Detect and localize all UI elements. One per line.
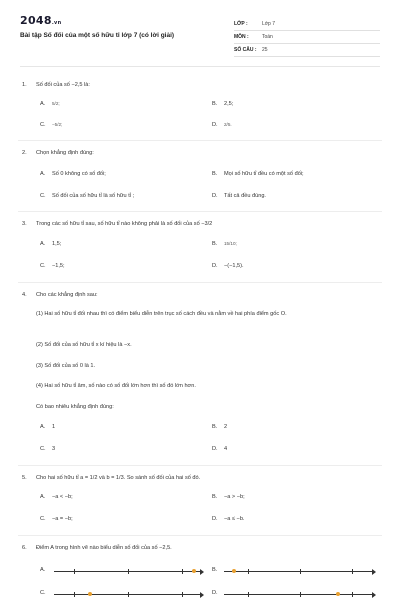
option-3a[interactable]: A. 1,5; [40, 241, 62, 247]
question-separator [18, 282, 382, 283]
number-line-tick [352, 569, 353, 574]
option-1c[interactable]: C. −5/2; [40, 122, 63, 128]
number-line-tick [128, 569, 129, 574]
option-2d[interactable]: D. Tất cả đều đúng. [212, 193, 266, 199]
question-separator [18, 465, 382, 466]
option-2b[interactable]: B. Mọi số hữu tỉ đều có một số đối; [212, 171, 304, 177]
option-4c[interactable]: C. 3 [40, 446, 56, 452]
number-line-tick [74, 592, 75, 597]
option-6c[interactable]: C. [40, 590, 46, 596]
arrow-right-icon [200, 592, 204, 598]
question-number: 1. [22, 82, 27, 88]
number-line-c [54, 590, 202, 598]
question-text: Cho các khẳng định sau: [36, 292, 98, 298]
option-3b[interactable]: B. 15/10; [212, 241, 237, 247]
meta-value: Lớp 7 [262, 21, 276, 27]
option-6d[interactable]: D. [212, 590, 218, 596]
question-text: Điểm A trong hình vẽ nào biểu diễn số đối của số −2,5. [36, 545, 172, 551]
site-logo[interactable]: 2048.vn [20, 14, 62, 27]
arrow-right-icon [372, 569, 376, 575]
point-a-marker [232, 569, 236, 573]
meta-row-count [234, 44, 380, 57]
option-5d[interactable]: D. −a ≤ −b. [212, 516, 245, 522]
arrow-right-icon [200, 569, 204, 575]
statement-4: (4) Hai số hữu tỉ âm, số nào có số đối lớn hơn thì số đó lớn hơn. [36, 383, 196, 389]
point-a-marker [88, 592, 92, 596]
point-a-marker [336, 592, 340, 596]
arrow-right-icon [372, 592, 376, 598]
option-5c[interactable]: C. −a = −b; [40, 516, 73, 522]
number-line-tick [352, 592, 353, 597]
question-separator [18, 535, 382, 536]
number-line-tick [74, 569, 75, 574]
question-text: Chọn khẳng định đúng: [36, 150, 94, 156]
header-divider [20, 66, 380, 67]
meta-row-class [234, 18, 380, 31]
meta-key: LỚP : [234, 21, 248, 27]
question-number: 2. [22, 150, 27, 156]
number-line-tick [128, 592, 129, 597]
number-line-a [54, 567, 202, 575]
option-4b[interactable]: B. 2 [212, 424, 228, 430]
number-line-tick [182, 592, 183, 597]
number-line-tick [300, 592, 301, 597]
option-3c[interactable]: C. −1,5; [40, 263, 65, 269]
option-1a[interactable]: A. 5/2; [40, 101, 60, 107]
option-2a[interactable]: A. Số 0 không có số đối; [40, 171, 106, 177]
statement-2: (2) Số đối của số hữu tỉ x kí hiệu là −x. [36, 342, 132, 348]
statement-3: (3) Số đối của số 0 là 1. [36, 363, 96, 369]
document-title: Bài tập Số đối của một số hữu tỉ lớp 7 (có lời giải) [20, 32, 175, 39]
option-1b[interactable]: B. 2,5; [212, 101, 234, 107]
meta-key: SỐ CÂU : [234, 47, 257, 53]
number-line-d [224, 590, 374, 598]
number-line-tick [248, 592, 249, 597]
meta-key: MÔN : [234, 34, 249, 40]
question-separator [18, 211, 382, 212]
meta-row-subject [234, 31, 380, 44]
option-6a[interactable]: A. [40, 567, 46, 573]
question-number: 5. [22, 475, 27, 481]
question-number: 4. [22, 292, 27, 298]
option-1d[interactable]: D. 2/5. [212, 122, 232, 128]
option-4a[interactable]: A. 1 [40, 424, 56, 430]
question-text: Cho hai số hữu tỉ a = 1/2 và b = 1/3. So sánh số đối của hai số đó. [36, 475, 201, 481]
question-number: 3. [22, 221, 27, 227]
number-line-tick [248, 569, 249, 574]
option-6b[interactable]: B. [212, 567, 218, 573]
option-4d[interactable]: D. 4 [212, 446, 228, 452]
option-5a[interactable]: A. −a < −b; [40, 494, 73, 500]
number-line-tick [300, 569, 301, 574]
statement-question: Có bao nhiêu khẳng định đúng: [36, 404, 114, 410]
question-separator [18, 140, 382, 141]
meta-value: 25 [262, 47, 268, 53]
point-a-marker [192, 569, 196, 573]
question-text: Trong các số hữu tỉ sau, số hữu tỉ nào không phải là số đối của số −3/2 [36, 221, 213, 227]
statement-1: (1) Hai số hữu tỉ đối nhau thì có điểm biểu diễn trên trục số cách đều và nằm về hai phía điểm gốc O. [36, 311, 287, 317]
question-number: 6. [22, 545, 27, 551]
question-text: Số đối của số −2,5 là: [36, 82, 90, 88]
meta-value: Toán [262, 34, 273, 40]
option-3d[interactable]: D. −(−1,5). [212, 263, 244, 269]
number-line-tick [182, 569, 183, 574]
number-line-b [224, 567, 374, 575]
option-2c[interactable]: C. Số đối của số hữu tỉ là số hữu tỉ ; [40, 193, 135, 199]
meta-table [234, 18, 380, 57]
option-5b[interactable]: B. −a > −b; [212, 494, 245, 500]
